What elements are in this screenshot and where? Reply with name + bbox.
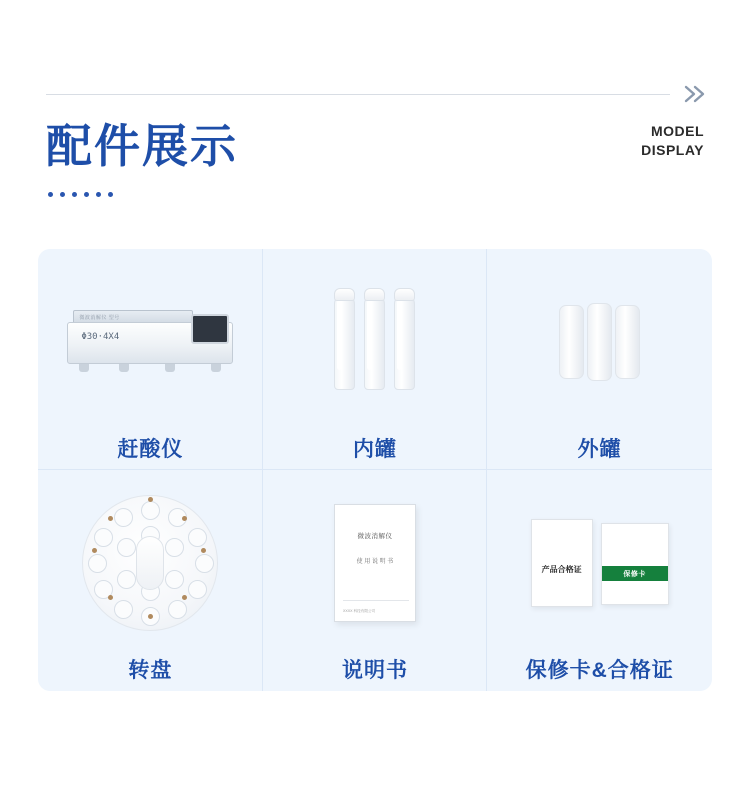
outer-vessel-thumb bbox=[487, 267, 712, 417]
dot bbox=[72, 192, 77, 197]
item-caption: 外罐 bbox=[577, 438, 622, 461]
grid-cell-turntable[interactable] bbox=[38, 470, 263, 691]
divider-line bbox=[46, 94, 670, 95]
disc-pin bbox=[108, 595, 113, 600]
dot bbox=[96, 192, 101, 197]
disc-hole bbox=[188, 528, 207, 547]
acid-evaporator-thumb bbox=[38, 267, 263, 417]
manual-title: 微波消解仪 bbox=[357, 533, 393, 540]
disc-hole bbox=[94, 528, 113, 547]
dot bbox=[108, 192, 113, 197]
certificate-card-label: 产品合格证 bbox=[541, 565, 582, 574]
grid-cell-manual[interactable] bbox=[263, 470, 488, 691]
disc-hole bbox=[88, 554, 107, 573]
page-title-en bbox=[641, 122, 704, 160]
manual-footer: XXXX 科技有限公司 bbox=[342, 609, 376, 613]
accessory-grid bbox=[38, 249, 712, 691]
disc-hole bbox=[141, 501, 160, 520]
manual-rule bbox=[343, 600, 409, 601]
warranty-card-icon bbox=[531, 519, 669, 607]
disc-hole bbox=[168, 600, 187, 619]
page-title-en-line1: MODEL bbox=[650, 123, 704, 139]
grid-cell-inner-vessel[interactable] bbox=[263, 249, 488, 470]
warranty-card-label: 保修卡 bbox=[623, 570, 646, 578]
grid-cell-acid-evaporator[interactable] bbox=[38, 249, 263, 470]
disc-hole bbox=[165, 538, 184, 557]
double-chevron-right-icon bbox=[684, 84, 706, 104]
item-caption: 内罐 bbox=[352, 438, 397, 461]
tube bbox=[364, 294, 385, 390]
disc-hole bbox=[114, 508, 133, 527]
warranty-card-band bbox=[602, 566, 668, 581]
turntable-icon bbox=[82, 495, 218, 631]
device-model-label: Φ30·4X4 bbox=[81, 332, 120, 342]
tube-cap bbox=[334, 288, 355, 301]
item-caption: 说明书 bbox=[341, 659, 408, 682]
manual-thumb bbox=[263, 488, 488, 638]
outer-vessel-icon bbox=[559, 303, 640, 381]
disc-hole bbox=[165, 570, 184, 589]
device-sub-label: 微波消解仪 型号 bbox=[79, 315, 120, 321]
warranty-thumb bbox=[487, 488, 712, 638]
item-caption: 转盘 bbox=[128, 659, 173, 682]
header-divider-row bbox=[46, 84, 706, 104]
item-caption: 赶酸仪 bbox=[117, 438, 184, 461]
page-title: 配件展示 bbox=[46, 120, 238, 172]
grid-cell-warranty[interactable] bbox=[487, 470, 712, 691]
tube-cap bbox=[364, 288, 385, 301]
page-title-en-line2: DISPLAY bbox=[641, 142, 704, 158]
manual-subtitle: 使 用 说 明 书 bbox=[356, 559, 394, 565]
device-foot bbox=[79, 364, 89, 372]
tube bbox=[334, 294, 355, 390]
device-foot bbox=[119, 364, 129, 372]
tube bbox=[394, 294, 415, 390]
disc-pin bbox=[182, 595, 187, 600]
disc-hole bbox=[195, 554, 214, 573]
vessel bbox=[559, 305, 584, 379]
vessel bbox=[587, 303, 612, 381]
turntable-thumb bbox=[38, 488, 263, 638]
certificate-card bbox=[531, 519, 593, 607]
item-caption: 保修卡&合格证 bbox=[525, 659, 674, 682]
vessel bbox=[615, 305, 640, 379]
manual-book-icon bbox=[334, 504, 416, 622]
dot bbox=[60, 192, 65, 197]
disc-pin bbox=[92, 548, 97, 553]
disc-pin bbox=[201, 548, 206, 553]
disc-hole bbox=[114, 600, 133, 619]
decorative-dots bbox=[48, 192, 113, 197]
inner-vessel-thumb bbox=[263, 267, 488, 417]
page-header bbox=[0, 0, 750, 230]
tube-cap bbox=[394, 288, 415, 301]
device-screen bbox=[191, 314, 229, 344]
inner-vessel-icon bbox=[334, 294, 415, 390]
dot bbox=[48, 192, 53, 197]
disc-hole bbox=[188, 580, 207, 599]
device-foot bbox=[211, 364, 221, 372]
disc-hole bbox=[117, 570, 136, 589]
acid-evaporator-icon bbox=[61, 292, 239, 392]
dot bbox=[84, 192, 89, 197]
warranty-card bbox=[601, 523, 669, 605]
disc-hole bbox=[117, 538, 136, 557]
disc-pin bbox=[108, 516, 113, 521]
device-foot bbox=[165, 364, 175, 372]
disc-center-hub bbox=[136, 536, 164, 590]
grid-cell-outer-vessel[interactable] bbox=[487, 249, 712, 470]
